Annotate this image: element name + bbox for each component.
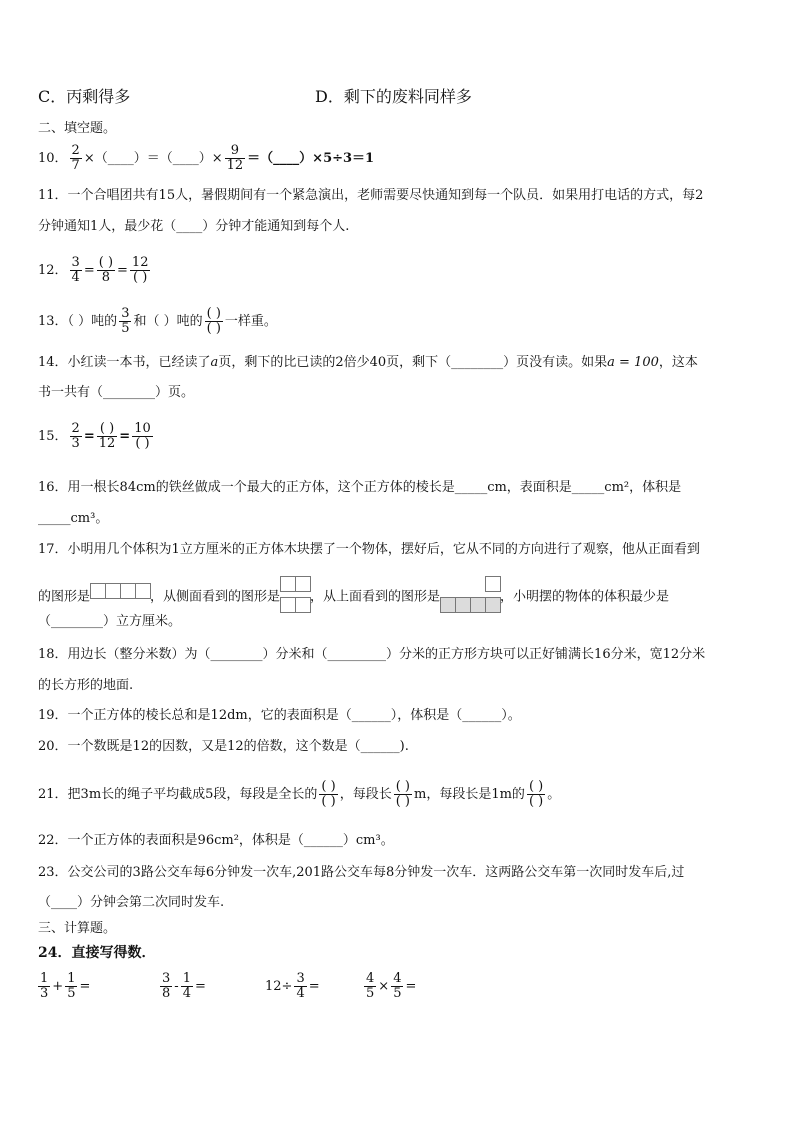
question-20: 20．一个数既是12的因数，又是12的倍数，这个数是（______). [38, 739, 409, 754]
question-14-line-1: 14．小红读一本书，已经读了a页，剩下的比已读的2倍少40页，剩下（________）页没有读。如果a = 100，这本 [38, 355, 698, 370]
q13-text-3: 一样重。 [224, 314, 277, 329]
question-13 [38, 307, 277, 336]
q13-fraction-2: $\frac{( )}{( )}$ [206, 306, 221, 336]
question-22: 22．一个正方体的表面积是96cm²，体积是（______）cm³。 [38, 833, 394, 848]
q10-fraction-1: $\frac{2}{7}$ [71, 143, 80, 173]
q13-text-1: 13．（ ）吨的 [38, 314, 118, 329]
q21-fraction-1: $\frac{( )}{( )}$ [321, 779, 336, 809]
q14-equation: a = 100 [607, 355, 659, 370]
question-23-line-2: （____）分钟会第二次同时发车. [38, 895, 225, 910]
question-15: 15． $\frac{2}{3}$ = $\frac{( )}{12}$ = $\frac{10}{( )}$ [38, 421, 151, 451]
question-24-title: 24．直接写得数． [38, 945, 156, 961]
expression-4: $\frac{4}{5}$ × $\frac{4}{5}$ = [366, 971, 417, 1001]
option-c[interactable]: C．丙剩得多 [38, 87, 131, 106]
top-view-figure [440, 576, 500, 618]
question-17-line-2: 的图形是 ，从侧面看到的图形是 ，从上面看到的图形是 ，小明摆的物体的体积最少是 [38, 576, 669, 618]
q15-number: 15． [38, 429, 68, 444]
question-17-line-1: 17．小明用几个体积为1立方厘米的正方体木块摆了一个物体，摆好后，它从不同的方向进行了观察，他从正面看到 [38, 542, 700, 557]
section-fill-heading: 二、填空题。 [38, 121, 117, 136]
q21-fraction-2: $\frac{( )}{( )}$ [395, 779, 410, 809]
q10-text-1: ×（____）＝（____）× [83, 151, 223, 166]
expression-3: 12÷ $\frac{3}{4}$ = [265, 971, 320, 1001]
q10-number: 10． [38, 151, 68, 166]
expression-2: $\frac{3}{8}$ - $\frac{1}{4}$ = [162, 971, 206, 1001]
q12-fraction-1: $\frac{3}{4}$ [71, 255, 80, 285]
q10-text-2: ＝（____）×5÷3＝1 [247, 151, 375, 166]
question-23-line-1: 23．公交公司的3路公交车每6分钟发一次车,201路公交车每8分钟发一次车．这两路公交车第一次同时发车后,过 [38, 865, 685, 880]
q15-fraction-3: $\frac{10}{( )}$ [134, 421, 151, 451]
side-view-figure [280, 576, 310, 618]
section-calc-heading: 三、计算题。 [38, 921, 117, 936]
question-19: 19．一个正方体的棱长总和是12dm，它的表面积是（______），体积是（______）。 [38, 708, 521, 723]
expression-1: $\frac{1}{3}$ + $\frac{1}{5}$ = [40, 971, 91, 1001]
question-11-line-1: 11．一个合唱团共有15人，暑假期间有一个紧急演出，老师需要尽快通知到每一个队员．如果用打电话的方式，每2 [38, 188, 704, 203]
question-12: 12． $\frac{3}{4}$ = $\frac{( )}{8}$ = $\frac{12}{( )}$ [38, 255, 149, 285]
question-18-line-2: 的长方形的地面. [38, 678, 134, 693]
q15-fraction-2: $\frac{( )}{12}$ [98, 421, 116, 451]
question-10 [38, 144, 374, 173]
q12-fraction-3: $\frac{12}{( )}$ [131, 255, 149, 285]
q12-number: 12． [38, 263, 68, 278]
option-d[interactable]: D．剩下的废料同样多 [315, 87, 472, 106]
question-18-line-1: 18．用边长（整分米数）为（________）分米和（_________）分米的正方形方块可以正好铺满长16分米，宽12分米 [38, 647, 706, 662]
question-11-line-2: 分钟通知1人，最少花（____）分钟才能通知到每个人. [38, 219, 350, 234]
q13-text-2: 和（ ）吨的 [133, 314, 203, 329]
question-21: 21．把3m长的绳子平均截成5段，每段是全长的 $\frac{( )}{( )}$ ，每段长 $\frac{( )}{( )}$ m，每段长是1m的 $\frac{( )}{( )}$ 。 [38, 779, 561, 809]
q21-fraction-3: $\frac{( )}{( )}$ [528, 779, 544, 809]
question-17-line-3: （________）立方厘米。 [38, 614, 182, 629]
q13-fraction-1: $\frac{3}{5}$ [121, 306, 130, 336]
question-16-line-1: 16．用一根长84cm的铁丝做成一个最大的正方体，这个正方体的棱长是_____cm，表面积是_____cm²，体积是 [38, 480, 682, 495]
front-view-figure [90, 583, 150, 605]
q14-variable: a [210, 355, 219, 370]
q12-fraction-2: $\frac{( )}{8}$ [98, 255, 114, 285]
q15-fraction-1: $\frac{2}{3}$ [71, 421, 80, 451]
question-14-line-2: 书一共有（________）页。 [38, 385, 195, 400]
question-16-line-2: _____cm³。 [38, 511, 109, 526]
q10-fraction-2: $\frac{9}{12}$ [226, 143, 244, 173]
